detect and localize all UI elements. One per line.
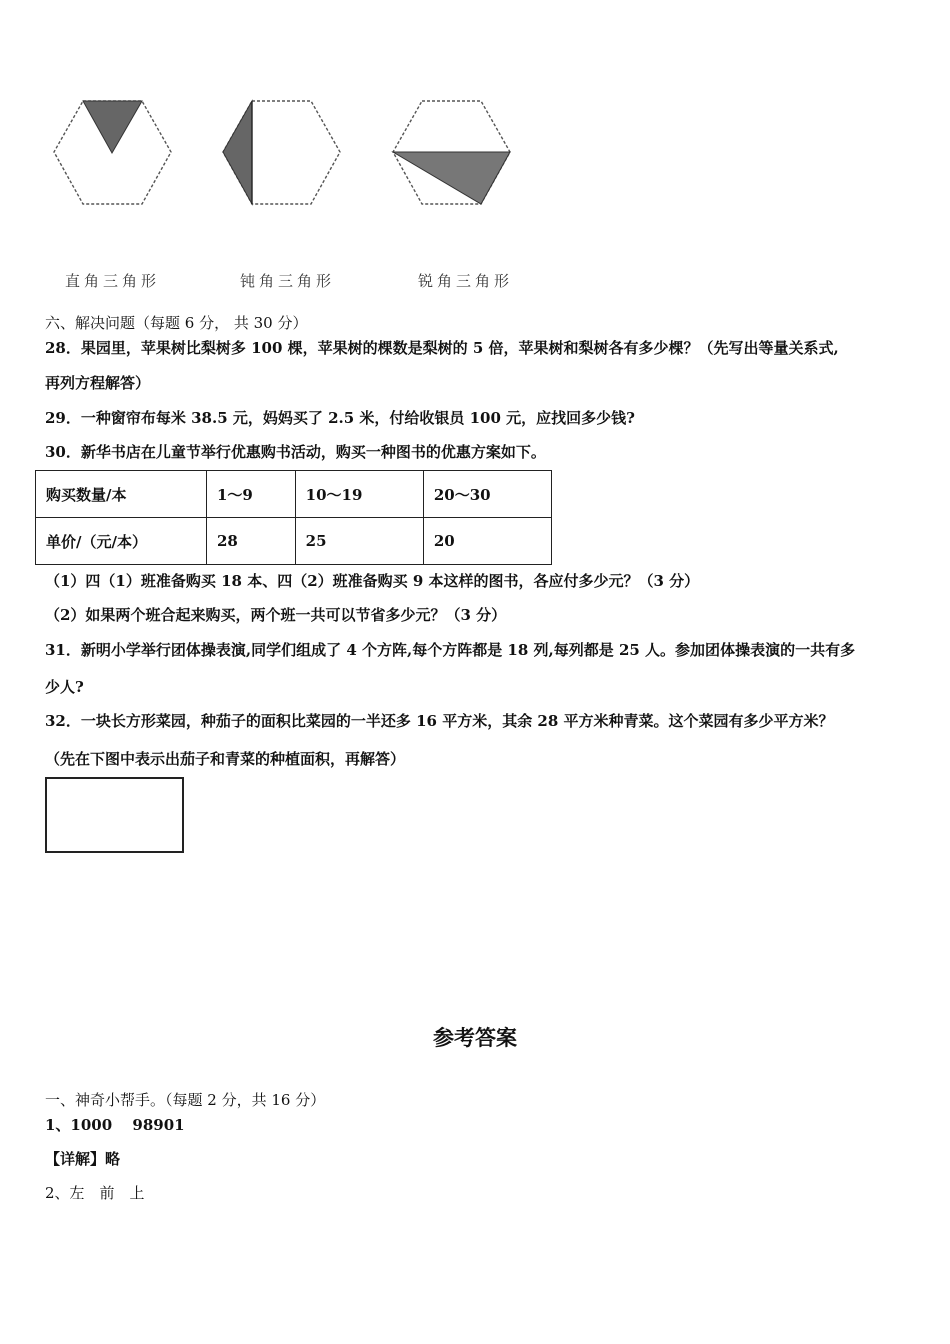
table-cell: 单价/（元/本） xyxy=(36,518,207,565)
question-32-line2: （先在下图中表示出茄子和青菜的种植面积，再解答） xyxy=(45,750,406,768)
caption-right-triangle: 直角三角形 xyxy=(65,272,161,290)
table-row xyxy=(36,471,552,518)
table-cell: 购买数量/本 xyxy=(36,471,207,518)
answer-1: 1、1000 98901 xyxy=(45,1116,185,1134)
question-31-line2: 少人? xyxy=(45,678,84,696)
answer-2: 2、左 前 上 xyxy=(45,1184,145,1202)
discount-table xyxy=(35,470,552,565)
question-28-line2: 再列方程解答） xyxy=(45,374,151,392)
question-30-part1: （1）四（1）班准备购买 18 本、四（2）班准备购买 9 本这样的图书，各应付多少元？（3 分） xyxy=(45,572,700,590)
question-32-line1: 32．一块长方形菜园，种茄子的面积比菜园的一半还多 16 平方米，其余 28 平方米种青菜。这个菜园有多少平方米？ xyxy=(45,712,834,730)
question-31-line1: 31．新明小学举行团体操表演,同学们组成了 4 个方阵,每个方阵都是 18 列,每列都是 25 人。参加团体操表演的一共有多 xyxy=(45,641,856,659)
section-heading: 六、解决问题（每题 6 分， 共 30 分） xyxy=(45,314,308,332)
table-cell: 20～30 xyxy=(423,471,551,518)
caption-obtuse-triangle: 钝角三角形 xyxy=(240,272,336,290)
table-cell: 10～19 xyxy=(295,471,423,518)
question-29: 29．一种窗帘布每米 38.5 元，妈妈买了 2.5 米，付给收银员 100 元，应找回多少钱? xyxy=(45,409,635,427)
answer-1-detail: 【详解】略 xyxy=(45,1150,121,1168)
hexagon-acute-triangle-figure xyxy=(389,98,514,208)
answers-section-heading: 一、神奇小帮手。（每题 2 分，共 16 分） xyxy=(45,1091,326,1109)
hexagon-obtuse-triangle-figure xyxy=(219,98,344,208)
shaded-triangle xyxy=(393,152,510,204)
question-30-part2: （2）如果两个班合起来购买，两个班一共可以节省多少元？（3 分） xyxy=(45,606,507,624)
shaded-triangle xyxy=(83,101,142,153)
question-28-line1: 28．果园里，苹果树比梨树多 100 棵，苹果树的棵数是梨树的 5 倍，苹果树和梨树各有多少棵？（先写出等量关系式, xyxy=(45,339,839,357)
table-cell: 28 xyxy=(207,518,296,565)
table-row xyxy=(36,518,552,565)
table-cell: 25 xyxy=(295,518,423,565)
caption-acute-triangle: 锐角三角形 xyxy=(418,272,514,290)
hexagon-right-triangle-figure xyxy=(50,98,175,208)
question-30: 30．新华书店在儿童节举行优惠购书活动，购买一种图书的优惠方案如下。 xyxy=(45,443,546,461)
table-cell: 20 xyxy=(423,518,551,565)
answers-title: 参考答案 xyxy=(433,1025,517,1050)
shaded-triangle xyxy=(223,101,252,204)
garden-rectangle xyxy=(45,777,184,853)
table-cell: 1～9 xyxy=(207,471,296,518)
